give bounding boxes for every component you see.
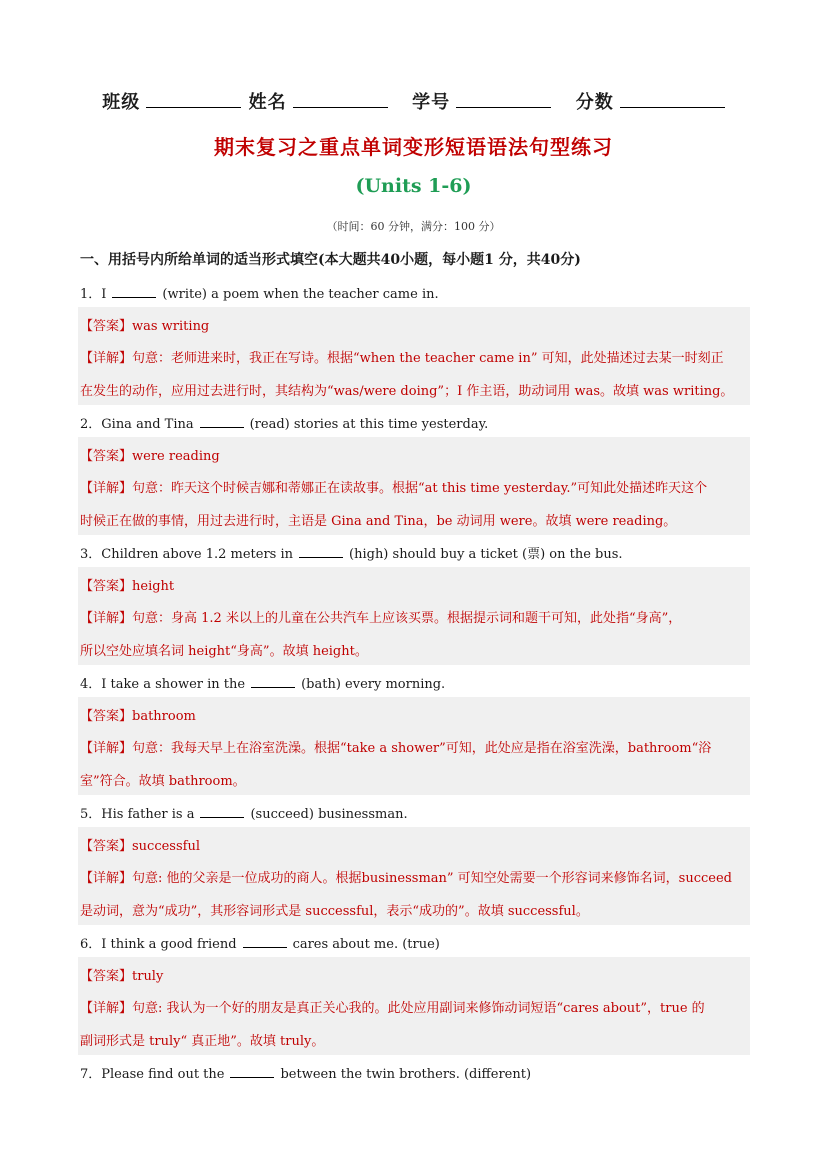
detail-line: 【详解】句意：老师进来时，我正在写诗。根据“when the teacher came in” 可知，此处描述过去某一时刻正	[80, 351, 724, 366]
detail-line: 是动词，意为“成功”，其形容词形式是 successful，表示“成功的”。故填 successful。	[80, 904, 589, 919]
class-label: 班级	[102, 92, 141, 113]
answer-blank[interactable]	[299, 545, 343, 558]
page-title: 期末复习之重点单词变形短语语法句型练习	[214, 135, 613, 159]
detail-line: 室”符合。故填 bathroom。	[80, 774, 246, 789]
name-label: 姓名	[248, 92, 287, 113]
answer-box-6	[78, 957, 750, 1055]
answer-blank[interactable]	[243, 935, 287, 948]
question-6: 6．I think a good friend cares about me. (true)	[80, 937, 440, 952]
answer-blank[interactable]	[200, 415, 244, 428]
student-id-label: 学号	[412, 92, 451, 113]
answer-line: 【答案】was writing	[80, 319, 210, 334]
answer-box-4	[78, 697, 750, 795]
answer-line: 【答案】successful	[80, 839, 200, 854]
page-subtitle: (Units 1-6)	[355, 175, 472, 197]
answer-line: 【答案】were reading	[80, 449, 220, 464]
answer-box-3	[78, 567, 750, 665]
detail-line: 【详解】句意：身高 1.2 米以上的儿童在公共汽车上应该买票。根据提示词和题干可知，此处指“身高”，	[80, 611, 682, 626]
detail-line: 所以空处应填名词 height“身高”。故填 height。	[80, 644, 368, 659]
name-blank[interactable]	[293, 89, 388, 108]
answer-box-5	[78, 827, 750, 925]
score-blank[interactable]	[620, 89, 725, 108]
question-1: 1．I (write) a poem when the teacher came in.	[80, 287, 439, 302]
detail-line: 【详解】句意：昨天这个时候吉娜和蒂娜正在读故事。根据“at this time yesterday.”可知此处描述昨天这个	[80, 481, 708, 496]
detail-line: 副词形式是 truly“ 真正地”。故填 truly。	[80, 1034, 325, 1049]
answer-box-1	[78, 307, 750, 405]
question-7: 7．Please find out the between the twin brothers. (different)	[80, 1067, 532, 1082]
answer-blank[interactable]	[251, 675, 295, 688]
class-blank[interactable]	[146, 89, 241, 108]
answer-blank[interactable]	[200, 805, 244, 818]
question-4: 4．I take a shower in the (bath) every morning.	[80, 677, 446, 692]
question-5: 5．His father is a (succeed) businessman.	[80, 807, 408, 822]
answer-line: 【答案】truly	[80, 969, 164, 984]
detail-line: 【详解】句意: 他的父亲是一位成功的商人。根据businessman” 可知空处需要一个形容词来修饰名词，succeed	[80, 871, 732, 886]
answer-blank[interactable]	[112, 285, 156, 298]
student-info-line	[0, 88, 827, 114]
answer-box-2	[78, 437, 750, 535]
answer-line: 【答案】bathroom	[80, 709, 196, 724]
detail-line: 【详解】句意：我每天早上在浴室洗澡。根据“take a shower”可知，此处应是指在浴室洗澡，bathroom“浴	[80, 741, 712, 756]
section-heading: 一、用括号内所给单词的适当形式填空(本大题共40小题，每小题1 分，共40分)	[80, 252, 581, 268]
student-id-blank[interactable]	[456, 89, 551, 108]
detail-line: 【详解】句意: 我认为一个好的朋友是真正关心我的。此处应用副词来修饰动词短语“cares about”，true 的	[80, 1001, 705, 1016]
detail-line: 在发生的动作，应用过去进行时，其结构为“was/were doing”；I 作主语，助动词用 was。故填 was writing。	[80, 384, 734, 399]
timing-note: （时间：60 分钟，满分：100 分）	[326, 220, 501, 233]
question-3: 3．Children above 1.2 meters in (high) should buy a ticket (票) on the bus.	[80, 547, 623, 562]
score-label: 分数	[575, 92, 614, 113]
question-2: 2．Gina and Tina (read) stories at this time yesterday.	[80, 417, 489, 432]
answer-line: 【答案】height	[80, 579, 175, 594]
detail-line: 时候正在做的事情，用过去进行时，主语是 Gina and Tina，be 动词用 were。故填 were reading。	[80, 514, 677, 529]
answer-blank[interactable]	[230, 1065, 274, 1078]
